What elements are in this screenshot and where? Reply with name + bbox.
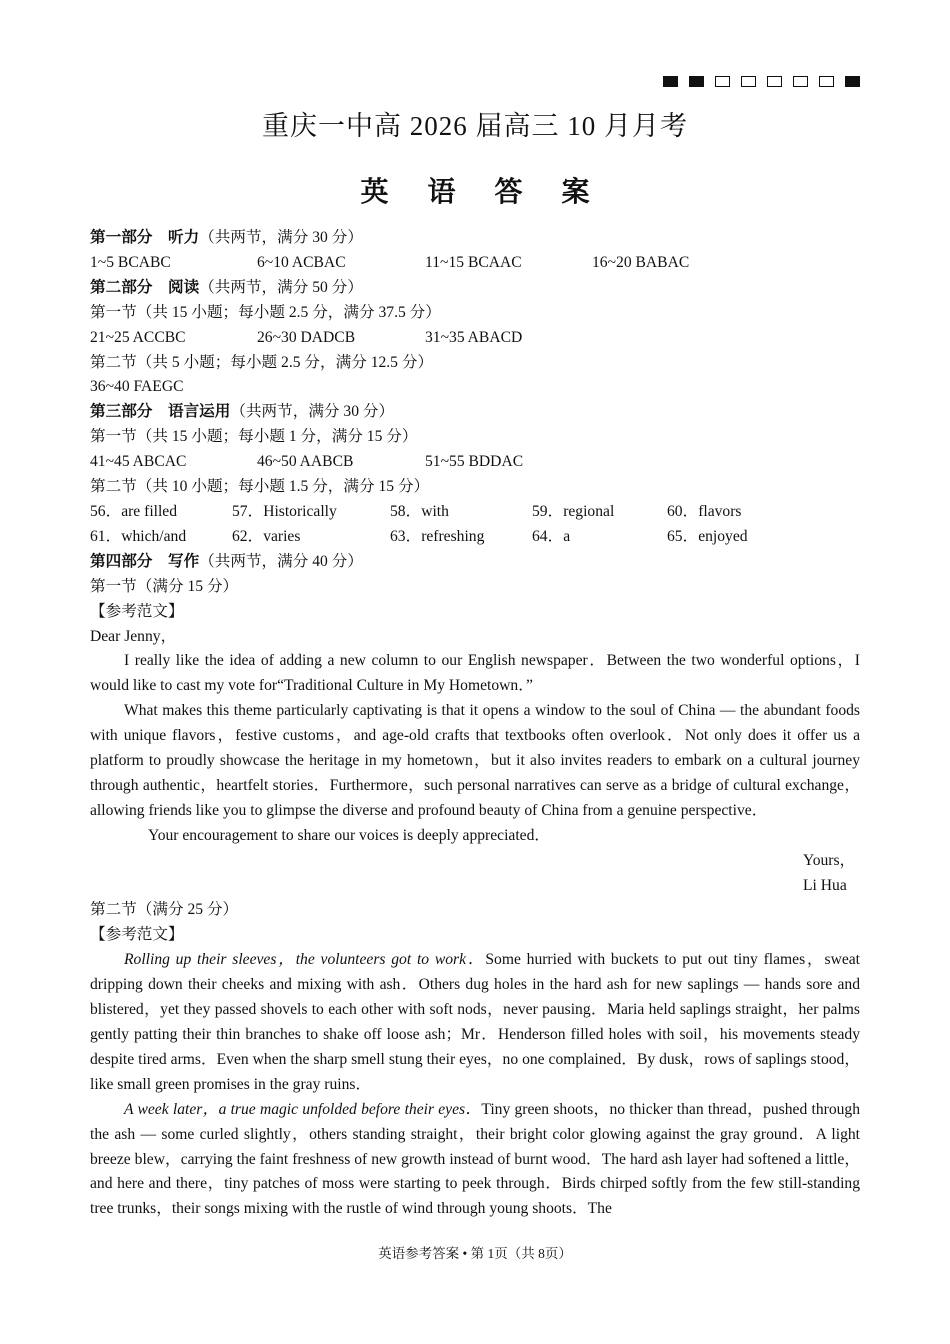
fill-answer: 61．which/and	[90, 527, 187, 545]
sample-essay-label: 【参考范文】	[90, 926, 184, 944]
story-paragraph	[90, 948, 860, 1097]
part1-answers	[90, 251, 860, 276]
answer-group: 21~25 ACCBC	[90, 328, 186, 346]
page-title: 重庆一中高 2026 届高三 10 月月考	[262, 111, 688, 141]
part1-note: （共两节，满分 30 分）	[199, 229, 363, 246]
part4-header	[90, 550, 860, 575]
answer-group: 26~30 DADCB	[257, 328, 356, 346]
part2-section1-header: 第一节（共 15 小题；每小题 2.5 分，满分 37.5 分）	[90, 303, 441, 321]
page-footer: 英语参考答案 • 第 1页（共 8页）	[378, 1246, 572, 1261]
part4-section2-header: 第二节（满分 25 分）	[90, 901, 239, 919]
page-subtitle: 英 语 答 案	[360, 177, 606, 208]
letter-paragraph: Your encouragement to share our voices is deeply appreciated．	[148, 826, 550, 844]
fill-answer: 62．varies	[232, 527, 301, 545]
story-paragraph	[90, 1098, 860, 1223]
letter-paragraph: What makes this theme particularly captivating is that it opens a window to the soul of China — the abundant foods with unique flavors，festive customs，and age-old crafts that textbooks often overlook．Not only does it offer us a platform to proudly showcase the heritage in my hometown，but it also invites readers to embark on a cultural journey through authentic，heartfelt stories．Furthermore，such personal narratives can serve as a bridge of cultural exchange，allowing friends like you to glimpse the diverse and profound beauty of China from a genuine perspective．	[90, 702, 860, 819]
marker-square-filled	[663, 76, 678, 87]
part2-heading: 第二部分 阅读	[90, 278, 200, 296]
answer-group: 1~5 BCABC	[90, 253, 171, 271]
part3-note: （共两节，满分 30 分）	[230, 403, 395, 421]
part1-heading: 第一部分 听力	[90, 229, 200, 246]
fill-answer: 64．a	[532, 527, 571, 545]
part2-section1-answers	[90, 326, 860, 351]
marker-square-empty	[767, 76, 782, 87]
marker-square-filled	[689, 76, 704, 87]
letter-signature: Li Hua	[803, 876, 847, 894]
fill-answer: 56．are filled	[90, 502, 178, 520]
fill-answer: 59．regional	[532, 502, 615, 520]
marker-square-empty	[715, 76, 730, 87]
part3-section1-header: 第一节（共 15 小题；每小题 1 分，满分 15 分）	[90, 428, 418, 446]
part2-note: （共两节，满分 50 分）	[199, 278, 363, 296]
part4-note: （共两节，满分 40 分）	[199, 552, 363, 570]
fill-answer: 58．with	[390, 502, 449, 520]
answer-group: 16~20 BABAC	[592, 253, 690, 271]
marker-square-empty	[819, 76, 834, 87]
part3-section2-header: 第二节（共 10 小题；每小题 1.5 分，满分 15 分）	[90, 478, 430, 496]
marker-square-empty	[741, 76, 756, 87]
part4-section1-header: 第一节（满分 15 分）	[90, 577, 239, 595]
fill-answer: 63．refreshing	[390, 527, 485, 545]
answer-group: 41~45 ABCAC	[90, 453, 187, 471]
part3-section1-answers	[90, 450, 860, 475]
answer-group: 6~10 ACBAC	[257, 253, 346, 271]
letter-closing: Yours，	[803, 851, 856, 869]
part2-header	[90, 276, 860, 301]
part3-header	[90, 400, 860, 425]
answer-group: 51~55 BDDAC	[425, 453, 524, 471]
letter-greeting: Dear Jenny，	[90, 627, 177, 645]
page-marker-squares	[663, 76, 860, 87]
story-body: Some hurried with buckets to put out tiny flames，sweat dripping down their cheeks and mixing with ash．Others dug holes in the hard ash for new saplings — hands sore and blistered，yet they passed shovels to each other with soft nods，never pausing．Maria held saplings straight，her palms gently patting their thin branches to shake off loose ash；Mr．Henderson filled holes with soil，his movements steady despite tired arms．Even when the sharp smell stung their eyes，no one complained．By dusk，rows of saplings stood，like small green promises in the gray ruins．	[90, 951, 861, 1093]
marker-square-filled	[845, 76, 860, 87]
story-body: Tiny green shoots，no thicker than thread，pushed through the ash — some curled slightly，others standing straight，their bright color glowing against the gray ground．A light breeze blew，carrying the faint freshness of new growth instead of burnt wood．The hard ash layer had softened a little，and here and there，tiny patches of moss were starting to peek through．Birds chirped softly from the few still-standing tree trunks，their songs mixing with the rustle of wind through young shoots．The	[90, 1100, 861, 1218]
part3-heading: 第三部分 语言运用	[90, 403, 231, 421]
answer-group: 46~50 AABCB	[257, 453, 354, 471]
answer-group: 11~15 BCAAC	[425, 253, 522, 271]
part2-section2-header: 第二节（共 5 小题；每小题 2.5 分，满分 12.5 分）	[90, 353, 434, 371]
story-opening-sentence: A week later，a true magic unfolded before their eyes．	[124, 1100, 482, 1118]
part1-header	[90, 226, 860, 251]
fill-blank-row-1	[90, 500, 860, 525]
story-opening-sentence: Rolling up their sleeves，the volunteers got to work．	[124, 951, 486, 969]
marker-square-empty	[793, 76, 808, 87]
fill-blank-row-2	[90, 525, 860, 550]
letter-paragraph: I really like the idea of adding a new column to our English newspaper．Between the two wonderful options，I would like to cast my vote for“Traditional Culture in My Hometown．”	[90, 652, 860, 695]
sample-essay-label: 【参考范文】	[90, 602, 184, 620]
part2-section2-answers: 36~40 FAEGC	[90, 378, 184, 396]
answer-group: 31~35 ABACD	[425, 328, 523, 346]
fill-answer: 60．flavors	[667, 502, 742, 520]
answer-content	[90, 226, 860, 1222]
fill-answer: 65．enjoyed	[667, 527, 748, 545]
fill-answer: 57．Historically	[232, 502, 337, 520]
part4-heading: 第四部分 写作	[90, 552, 200, 570]
